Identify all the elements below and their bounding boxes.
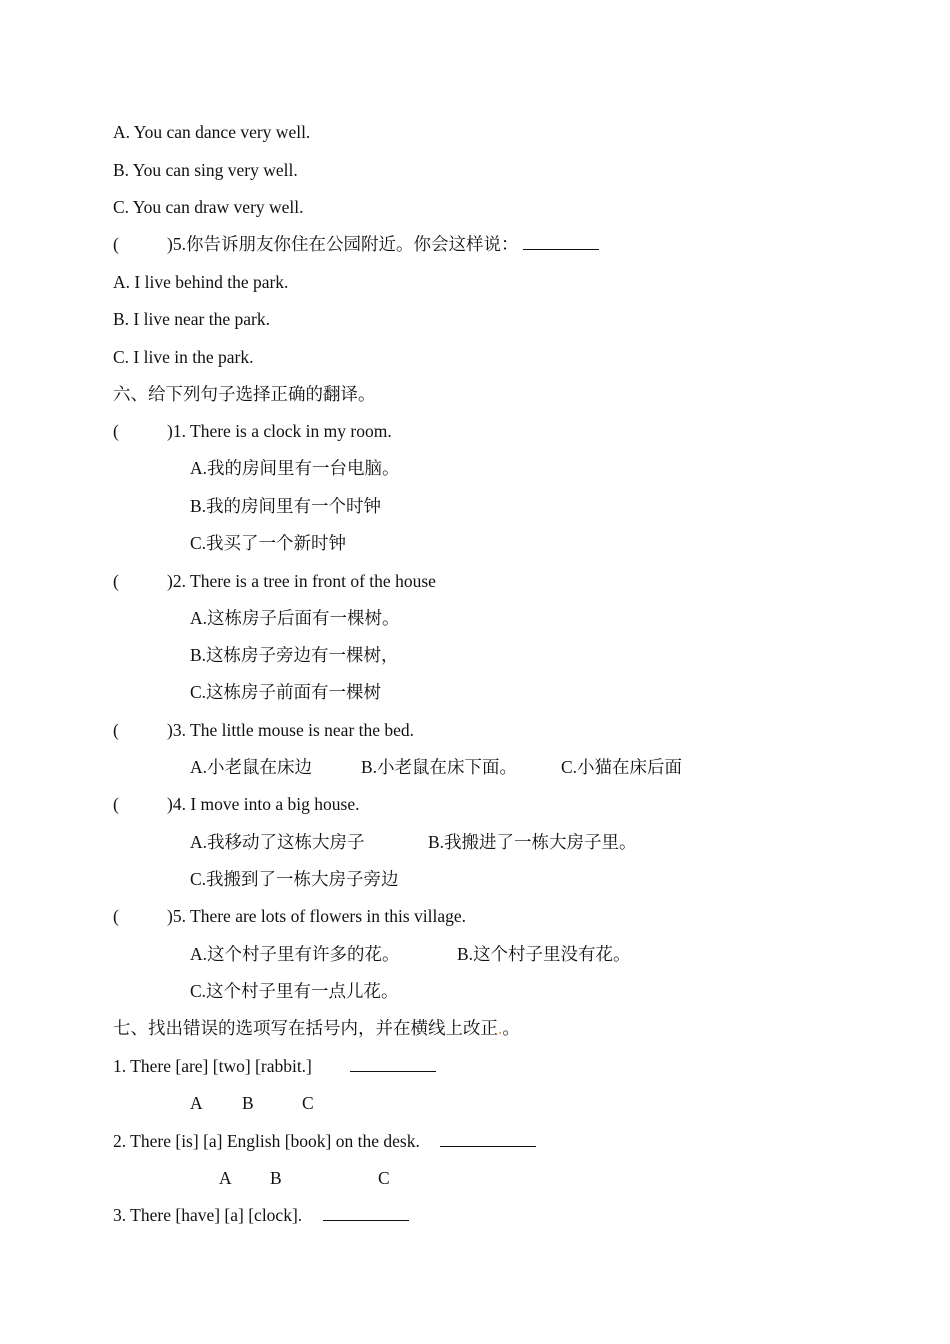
s7-q1 (113, 1053, 436, 1079)
answer-paren: ( (113, 794, 119, 814)
s7-q2-label-b: B (270, 1168, 282, 1188)
s6-q3-option-b: B.小老鼠在床下面。 (361, 757, 518, 777)
s6-q2 (113, 568, 436, 594)
s7-q2-label-a: A (219, 1168, 232, 1188)
question-text: 2. There [is] [a] English [book] on the desk. (113, 1131, 420, 1151)
answer-paren: ( (113, 571, 119, 591)
s6-q4-option-a: A.我移动了这栋大房子 (190, 832, 365, 852)
s6-q5-option-b: B.这个村子里没有花。 (457, 944, 631, 964)
q4-option-a: A. You can dance very well. (113, 122, 311, 142)
question-text: )5.你告诉朋友你住在公园附近。你会这样说： (167, 234, 519, 254)
s6-q3-option-c: C.小猫在床后面 (561, 757, 683, 777)
s6-q2-option-a: A.这栋房子后面有一棵树。 (190, 608, 400, 628)
s7-q2 (113, 1128, 536, 1154)
question-text: 3. There [have] [a] [clock]. (113, 1205, 303, 1225)
q5-option-c: C. I live in the park. (113, 347, 254, 367)
answer-blank (350, 1053, 436, 1072)
question-text: )3. The little mouse is near the bed. (167, 720, 415, 740)
answer-paren: ( (113, 234, 119, 254)
section-6-title: 六、给下列句子选择正确的翻译。 (113, 384, 376, 404)
s7-q1-label-c: C (302, 1093, 314, 1113)
s6-q1-option-c: C.我买了一个新时钟 (190, 533, 347, 553)
s7-q2-label-c: C (378, 1168, 390, 1188)
s6-q3 (113, 717, 414, 743)
s7-q3 (113, 1202, 409, 1228)
s7-q1-label-a: A (190, 1093, 203, 1113)
question-text: 1. There [are] [two] [rabbit.] (113, 1056, 312, 1076)
s6-q5-option-c: C.这个村子里有一点儿花。 (190, 981, 399, 1001)
s6-q4-option-c: C.我搬到了一栋大房子旁边 (190, 869, 399, 889)
q5-option-b: B. I live near the park. (113, 309, 270, 329)
question-text: )2. There is a tree in front of the house (167, 571, 436, 591)
stray-mark: . (498, 1018, 503, 1038)
q5-question (113, 231, 599, 257)
answer-blank (440, 1128, 536, 1147)
question-text: )1. There is a clock in my room. (167, 421, 392, 441)
s6-q3-option-a: A.小老鼠在床边 (190, 757, 313, 777)
q4-option-c: C. You can draw very well. (113, 197, 304, 217)
answer-paren: ( (113, 421, 119, 441)
answer-paren: ( (113, 720, 119, 740)
answer-blank (323, 1202, 409, 1221)
s6-q4-option-b: B.我搬进了一栋大房子里。 (428, 832, 637, 852)
s7-q1-label-b: B (242, 1093, 254, 1113)
s6-q1-option-b: B.我的房间里有一个时钟 (190, 496, 382, 516)
s6-q1 (113, 418, 392, 444)
s6-q5 (113, 903, 466, 929)
question-text: )4. I move into a big house. (167, 794, 360, 814)
s6-q4 (113, 791, 359, 817)
q5-option-a: A. I live behind the park. (113, 272, 289, 292)
section-7-title: 七、找出错误的选项写在括号内，并在横线上改正.。 (113, 1018, 520, 1038)
answer-blank (523, 231, 599, 250)
s6-q2-option-c: C.这栋房子前面有一棵树 (190, 682, 382, 702)
s6-q5-option-a: A.这个村子里有许多的花。 (190, 944, 400, 964)
question-text: )5. There are lots of flowers in this village. (167, 906, 467, 926)
answer-paren: ( (113, 906, 119, 926)
s6-q2-option-b: B.这栋房子旁边有一棵树， (190, 645, 399, 665)
s6-q1-option-a: A.我的房间里有一台电脑。 (190, 458, 400, 478)
q4-option-b: B. You can sing very well. (113, 160, 298, 180)
